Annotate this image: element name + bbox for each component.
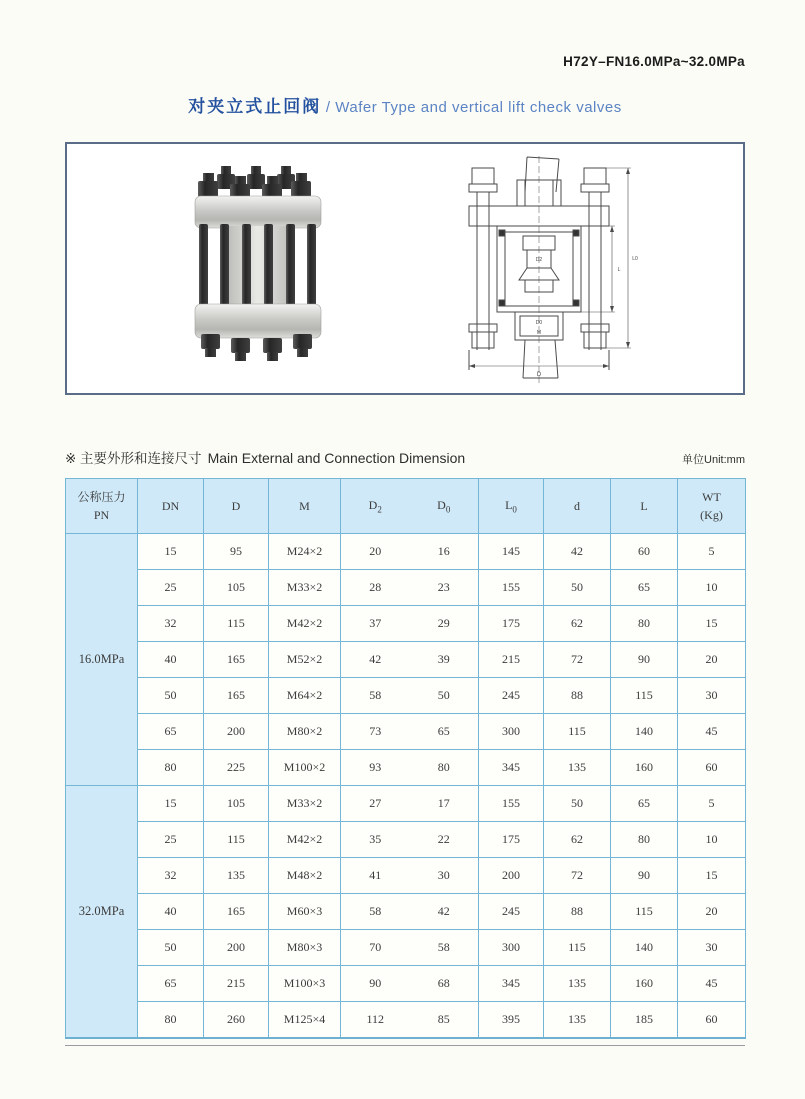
dim-cell: 95 — [204, 534, 269, 570]
dim-cell: 200 — [204, 714, 269, 750]
dim-cell: 15 — [138, 786, 204, 822]
dim-cell: 22 — [410, 822, 479, 858]
dim-cell: 23 — [410, 570, 479, 606]
dim-cell: 50 — [544, 786, 611, 822]
unit-label: 单位Unit:mm — [682, 454, 745, 466]
dim-cell: 62 — [544, 606, 611, 642]
section-title — [65, 451, 465, 466]
header-d0: $D_0$ — [410, 479, 479, 534]
dim-cell: 165 — [204, 642, 269, 678]
dim-cell: 160 — [611, 966, 678, 1002]
dim-cell: 88 — [544, 894, 611, 930]
table-row — [66, 786, 746, 822]
dim-cell: 32 — [138, 858, 204, 894]
dim-cell: 60 — [678, 750, 746, 786]
dim-cell: 245 — [479, 894, 544, 930]
dim-cell: 30 — [678, 678, 746, 714]
drawing-dim-m: M — [536, 330, 542, 336]
table-row — [66, 642, 746, 678]
dim-cell: 70 — [341, 930, 410, 966]
dim-cell: 27 — [341, 786, 410, 822]
header-d: D — [204, 479, 269, 534]
dim-cell: 112 — [341, 1002, 410, 1039]
header-d2: $D_2$ — [341, 479, 410, 534]
header-wt: WT (Kg) — [678, 479, 746, 534]
dim-cell: 115 — [204, 606, 269, 642]
dim-cell: 115 — [611, 894, 678, 930]
dim-cell: 39 — [410, 642, 479, 678]
page-title-zh: 对夹立式止回阀 — [188, 97, 322, 116]
dim-cell: 72 — [544, 642, 611, 678]
header-l: L — [611, 479, 678, 534]
dim-cell: M42×2 — [269, 606, 341, 642]
dim-cell: 32 — [138, 606, 204, 642]
dim-cell: 300 — [479, 930, 544, 966]
footer-rule — [65, 1045, 745, 1046]
dim-cell: 58 — [410, 930, 479, 966]
dim-cell: 50 — [544, 570, 611, 606]
dim-cell: 200 — [479, 858, 544, 894]
valve-drawing-icon — [439, 154, 645, 388]
dim-cell: 140 — [611, 930, 678, 966]
table-row — [66, 894, 746, 930]
pn-group-cell: 16.0MPa — [66, 534, 138, 786]
dim-cell: M100×2 — [269, 750, 341, 786]
dim-cell: 72 — [544, 858, 611, 894]
dim-cell: 45 — [678, 714, 746, 750]
dim-cell: 65 — [138, 966, 204, 1002]
table-row — [66, 714, 746, 750]
dim-cell: 345 — [479, 966, 544, 1002]
dim-cell: 245 — [479, 678, 544, 714]
section-title-en: Main External and Connection Dimension — [207, 450, 466, 466]
dim-cell: 135 — [544, 1002, 611, 1039]
dim-cell: M80×2 — [269, 714, 341, 750]
dim-cell: 80 — [138, 750, 204, 786]
dim-cell: 58 — [341, 894, 410, 930]
table-row — [66, 858, 746, 894]
page-title — [65, 92, 745, 117]
dim-cell: 88 — [544, 678, 611, 714]
dim-cell: 200 — [204, 930, 269, 966]
dim-cell: 15 — [678, 858, 746, 894]
header-pn: 公称压力 PN — [66, 479, 138, 534]
dim-cell: 25 — [138, 822, 204, 858]
dim-cell: 50 — [410, 678, 479, 714]
dim-cell: 35 — [341, 822, 410, 858]
dim-cell: 135 — [544, 750, 611, 786]
dim-cell: 215 — [204, 966, 269, 1002]
dim-cell: 28 — [341, 570, 410, 606]
dim-cell: 50 — [138, 930, 204, 966]
dim-cell: 135 — [544, 966, 611, 1002]
dim-cell: 42 — [341, 642, 410, 678]
dim-cell: 145 — [479, 534, 544, 570]
dim-cell: 225 — [204, 750, 269, 786]
dim-cell: 17 — [410, 786, 479, 822]
dim-cell: 58 — [341, 678, 410, 714]
dim-cell: 5 — [678, 786, 746, 822]
dim-cell: 115 — [544, 714, 611, 750]
dim-cell: 115 — [544, 930, 611, 966]
dim-cell: M48×2 — [269, 858, 341, 894]
dim-cell: 10 — [678, 822, 746, 858]
dim-cell: 185 — [611, 1002, 678, 1039]
dim-cell: 160 — [611, 750, 678, 786]
table-row — [66, 570, 746, 606]
dim-cell: 93 — [341, 750, 410, 786]
figure-box — [65, 142, 745, 395]
dim-cell: 300 — [479, 714, 544, 750]
dim-cell: M64×2 — [269, 678, 341, 714]
page-title-en: / Wafer Type and vertical lift check valves — [321, 99, 622, 116]
dim-cell: 345 — [479, 750, 544, 786]
dim-cell: 165 — [204, 894, 269, 930]
dim-cell: 15 — [678, 606, 746, 642]
dim-cell: 80 — [611, 606, 678, 642]
dimension-table — [65, 478, 746, 1039]
dim-cell: 395 — [479, 1002, 544, 1039]
dim-cell: 25 — [138, 570, 204, 606]
dim-cell: 50 — [138, 678, 204, 714]
valve-photo-icon — [193, 166, 323, 374]
dim-cell: 115 — [611, 678, 678, 714]
dim-cell: 15 — [138, 534, 204, 570]
dim-cell: 135 — [204, 858, 269, 894]
dim-cell: 20 — [341, 534, 410, 570]
dim-cell: 80 — [138, 1002, 204, 1039]
dim-cell: 90 — [611, 642, 678, 678]
dim-cell: M24×2 — [269, 534, 341, 570]
dimension-table-body — [66, 534, 746, 1039]
dim-cell: 65 — [410, 714, 479, 750]
dim-cell: 68 — [410, 966, 479, 1002]
dim-cell: 155 — [479, 786, 544, 822]
dim-cell: M125×4 — [269, 1002, 341, 1039]
dim-cell: 165 — [204, 678, 269, 714]
table-row — [66, 1002, 746, 1039]
drawing-dim-d: D — [536, 372, 542, 378]
table-row — [66, 534, 746, 570]
dim-cell: 65 — [611, 786, 678, 822]
drawing-dim-d0: D0 — [535, 320, 543, 326]
dim-cell: 40 — [138, 894, 204, 930]
dim-cell: 65 — [138, 714, 204, 750]
dim-cell: 105 — [204, 786, 269, 822]
dim-cell: 41 — [341, 858, 410, 894]
dim-cell: 215 — [479, 642, 544, 678]
dim-cell: 90 — [611, 858, 678, 894]
dim-cell: 30 — [678, 930, 746, 966]
table-row — [66, 750, 746, 786]
section-heading-row — [65, 447, 745, 468]
dim-cell: 29 — [410, 606, 479, 642]
dim-cell: M33×2 — [269, 786, 341, 822]
table-header-row — [66, 479, 746, 534]
drawing-dim-d2: D2 — [535, 257, 543, 263]
dim-cell: 20 — [678, 894, 746, 930]
dim-cell: 20 — [678, 642, 746, 678]
pn-group-cell: 32.0MPa — [66, 786, 138, 1039]
dim-cell: 155 — [479, 570, 544, 606]
dim-cell: 42 — [410, 894, 479, 930]
dim-cell: 10 — [678, 570, 746, 606]
dim-cell: M100×3 — [269, 966, 341, 1002]
dim-cell: 260 — [204, 1002, 269, 1039]
header-m: M — [269, 479, 341, 534]
section-title-zh: ※ 主要外形和连接尺寸 — [65, 451, 202, 466]
dim-cell: M33×2 — [269, 570, 341, 606]
header-l0: $L_0$ — [479, 479, 544, 534]
dim-cell: 60 — [611, 534, 678, 570]
dim-cell: 80 — [410, 750, 479, 786]
table-row — [66, 930, 746, 966]
table-row — [66, 678, 746, 714]
header-d-small: d — [544, 479, 611, 534]
table-row — [66, 822, 746, 858]
dim-cell: M80×3 — [269, 930, 341, 966]
dim-cell: 65 — [611, 570, 678, 606]
dim-cell: 45 — [678, 966, 746, 1002]
dim-cell: 80 — [611, 822, 678, 858]
dim-cell: 175 — [479, 822, 544, 858]
table-row — [66, 966, 746, 1002]
dim-cell: 16 — [410, 534, 479, 570]
drawing-dim-l: L — [617, 267, 621, 273]
dim-cell: 115 — [204, 822, 269, 858]
dim-cell: 42 — [544, 534, 611, 570]
dim-cell: M60×3 — [269, 894, 341, 930]
dim-cell: 90 — [341, 966, 410, 1002]
header-dn: DN — [138, 479, 204, 534]
dim-cell: 140 — [611, 714, 678, 750]
dim-cell: 40 — [138, 642, 204, 678]
model-code: H72Y–FN16.0MPa~32.0MPa — [563, 54, 745, 69]
dim-cell: M42×2 — [269, 822, 341, 858]
drawing-dim-l0: L0 — [632, 256, 638, 262]
dim-cell: 5 — [678, 534, 746, 570]
dim-cell: 73 — [341, 714, 410, 750]
table-row — [66, 606, 746, 642]
dim-cell: 30 — [410, 858, 479, 894]
dim-cell: 85 — [410, 1002, 479, 1039]
dim-cell: 175 — [479, 606, 544, 642]
dim-cell: M52×2 — [269, 642, 341, 678]
dim-cell: 62 — [544, 822, 611, 858]
dim-cell: 37 — [341, 606, 410, 642]
dim-cell: 60 — [678, 1002, 746, 1039]
dim-cell: 105 — [204, 570, 269, 606]
